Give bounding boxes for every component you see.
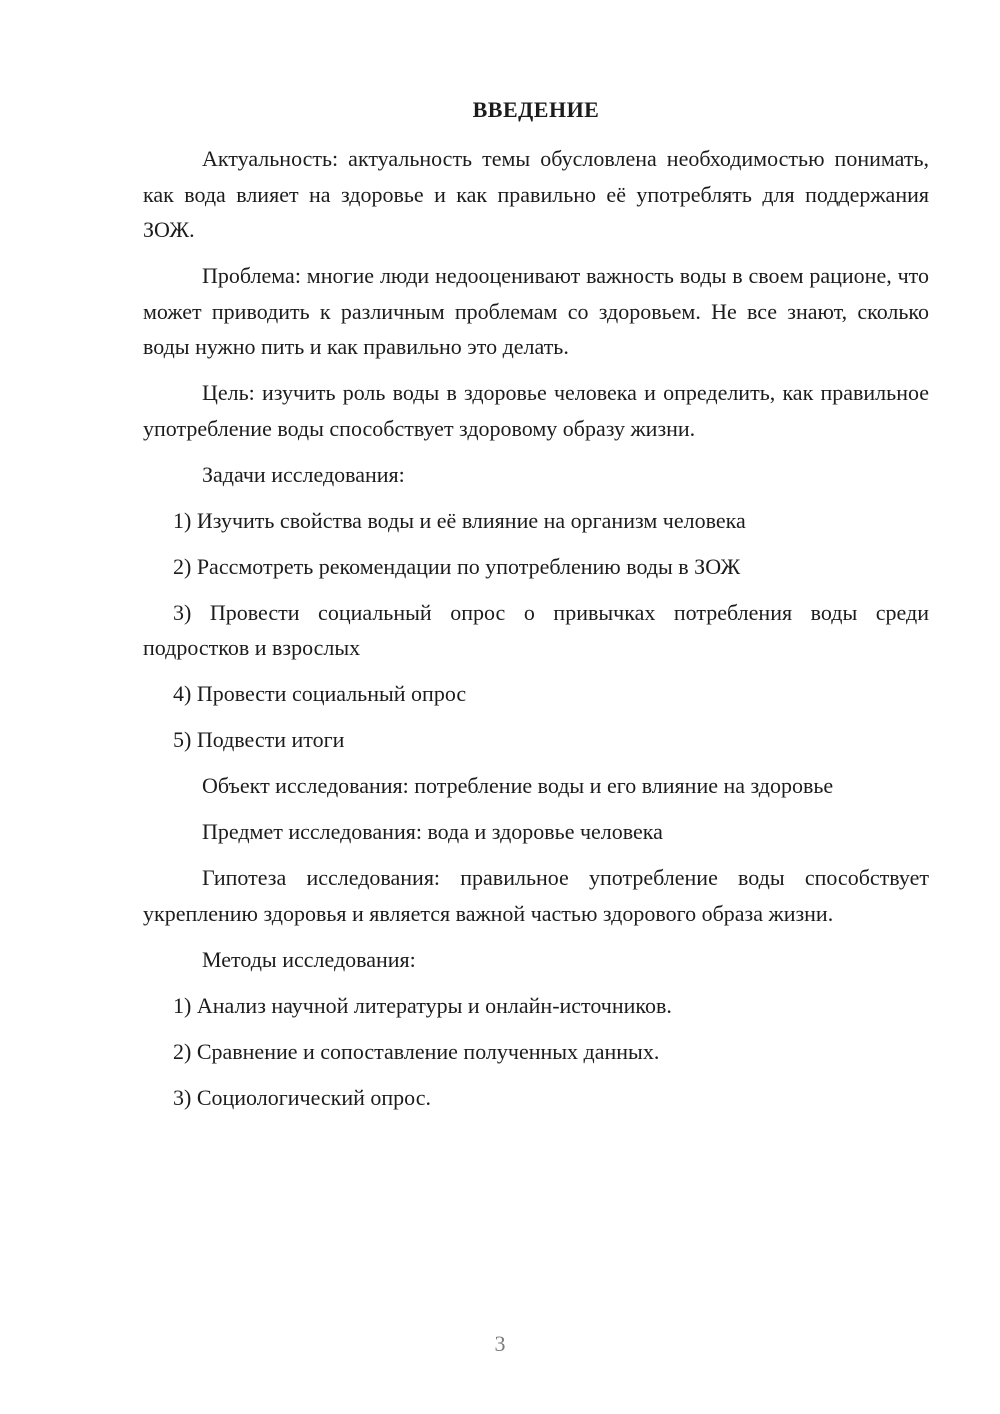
page-number: 3 (494, 1331, 506, 1356)
paragraph-tasks-heading: Задачи исследования: (202, 461, 405, 487)
method-item-2: 2) Сравнение и сопоставление полученных данных. (173, 1038, 660, 1064)
task-item-2: 2) Рассмотреть рекомендации по употреблению воды в ЗОЖ (173, 553, 741, 579)
page-title: ВВЕДЕНИЕ (472, 97, 600, 122)
method-item-1: 1) Анализ научной литературы и онлайн-источников. (173, 992, 672, 1018)
method-item-3: 3) Социологический опрос. (173, 1084, 431, 1110)
paragraph-problem: Проблема: многие люди недооценивают важность воды в своем рационе, что может приводить к различным проблемам со здоровьем. Не все знают, сколько воды нужно пить и как правильно это делать. (143, 263, 929, 359)
task-item-1: 1) Изучить свойства воды и её влияние на организм человека (173, 507, 746, 533)
document-body (143, 141, 929, 1126)
paragraph-relevance: Актуальность: актуальность темы обусловлена необходимостью понимать, как вода влияет на здоровье и как правильно её употреблять для поддержания ЗОЖ. (143, 146, 929, 242)
task-item-3: 3) Провести социальный опрос о привычках потребления воды среди подростков и взрослых (143, 599, 929, 660)
task-item-4: 4) Провести социальный опрос (173, 681, 467, 706)
paragraph-goal: Цель: изучить роль воды в здоровье человека и определить, как правильное употребление воды способствует здоровому образу жизни. (143, 380, 929, 441)
task-item-5: 5) Подвести итоги (173, 727, 345, 752)
paragraph-subject: Предмет исследования: вода и здоровье человека (202, 819, 663, 844)
paragraph-methods-heading: Методы исследования: (202, 946, 416, 972)
paragraph-hypothesis: Гипотеза исследования: правильное употребление воды способствует укреплению здоровья и является важной частью здорового образа жизни. (143, 865, 929, 926)
paragraph-object: Объект исследования: потребление воды и его влияние на здоровье (202, 773, 834, 798)
